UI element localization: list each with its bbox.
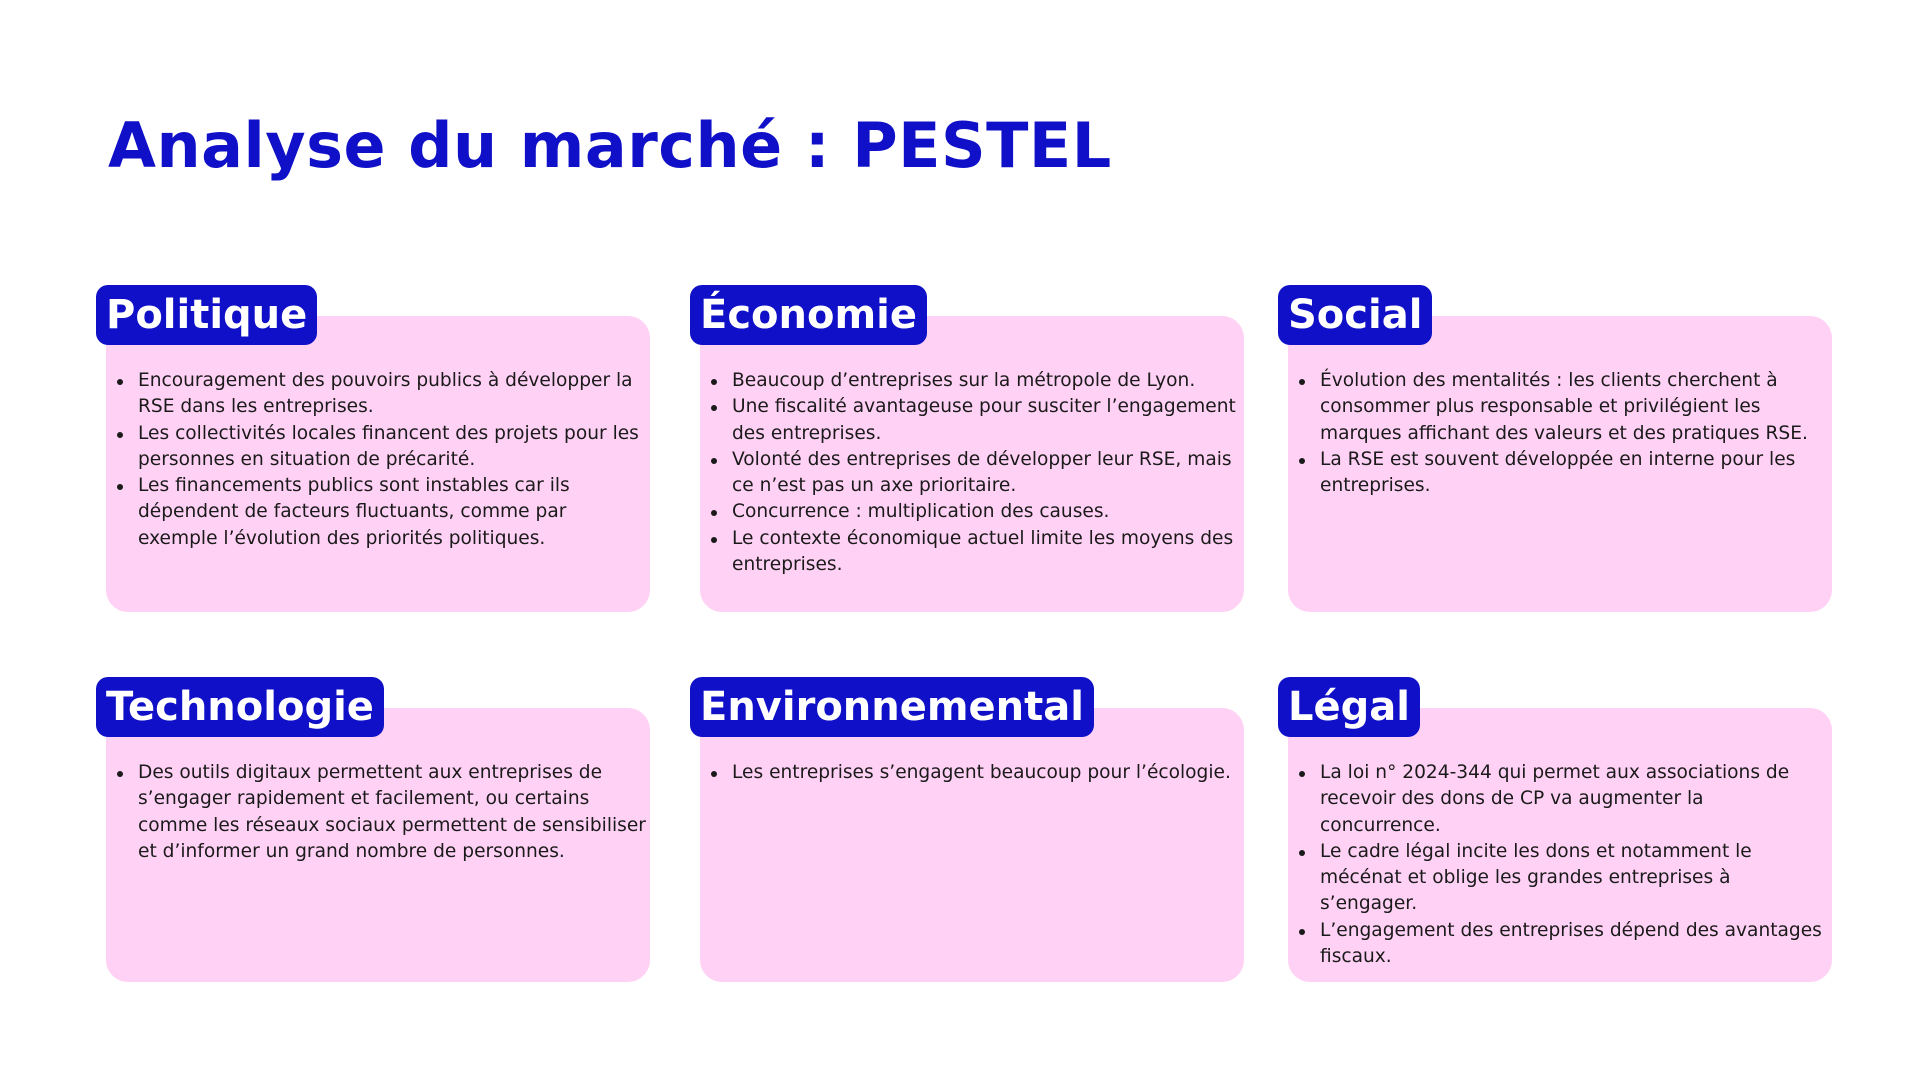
list-item: Encouragement des pouvoirs publics à développer la RSE dans les entreprises.: [138, 368, 646, 421]
page-title: Analyse du marché : PESTEL: [108, 109, 1112, 182]
card-legal: [1288, 684, 1832, 982]
card-economie: [700, 292, 1244, 612]
card-label-politique: Politique: [96, 285, 317, 345]
card-label-technologie: Technologie: [96, 677, 384, 737]
list-item: Des outils digitaux permettent aux entreprises de s’engager rapidement et facilement, ou certains comme les réseaux sociaux permettent de sensibiliser et d’informer un grand nombre de personnes.: [138, 760, 646, 865]
list-item: L’engagement des entreprises dépend des avantages fiscaux.: [1320, 918, 1828, 971]
card-environnemental: [700, 684, 1244, 982]
card-label-legal: Légal: [1278, 677, 1420, 737]
list-item: Les financements publics sont instables car ils dépendent de facteurs fluctuants, comme par exemple l’évolution des priorités politiques.: [138, 473, 646, 552]
bullet-list: [106, 368, 646, 552]
list-item: Le cadre légal incite les dons et notamment le mécénat et oblige les grandes entreprises à s’engager.: [1320, 839, 1828, 918]
list-item: La RSE est souvent développée en interne pour les entreprises.: [1320, 447, 1828, 500]
bullet-list: [1288, 368, 1828, 499]
list-item: La loi n° 2024-344 qui permet aux associations de recevoir des dons de CP va augmenter la concurrence.: [1320, 760, 1828, 839]
list-item: Les collectivités locales financent des projets pour les personnes en situation de précarité.: [138, 421, 646, 474]
list-item: Volonté des entreprises de développer leur RSE, mais ce n’est pas un axe prioritaire.: [732, 447, 1240, 500]
bullet-list: [700, 760, 1240, 786]
card-label-environnemental: Environnemental: [690, 677, 1094, 737]
list-item: Les entreprises s’engagent beaucoup pour l’écologie.: [732, 760, 1240, 786]
card-label-social: Social: [1278, 285, 1432, 345]
card-label-economie: Économie: [690, 285, 927, 345]
list-item: Une fiscalité avantageuse pour susciter l’engagement des entreprises.: [732, 394, 1240, 447]
list-item: Le contexte économique actuel limite les moyens des entreprises.: [732, 526, 1240, 579]
bullet-list: [1288, 760, 1828, 970]
card-social: [1288, 292, 1832, 612]
card-politique: [106, 292, 650, 612]
list-item: Évolution des mentalités : les clients cherchent à consommer plus responsable et privilégient les marques affichant des valeurs et des pratiques RSE.: [1320, 368, 1828, 447]
bullet-list: [700, 368, 1240, 578]
card-technologie: [106, 684, 650, 982]
list-item: Beaucoup d’entreprises sur la métropole de Lyon.: [732, 368, 1240, 394]
bullet-list: [106, 760, 646, 865]
list-item: Concurrence : multiplication des causes.: [732, 499, 1240, 525]
